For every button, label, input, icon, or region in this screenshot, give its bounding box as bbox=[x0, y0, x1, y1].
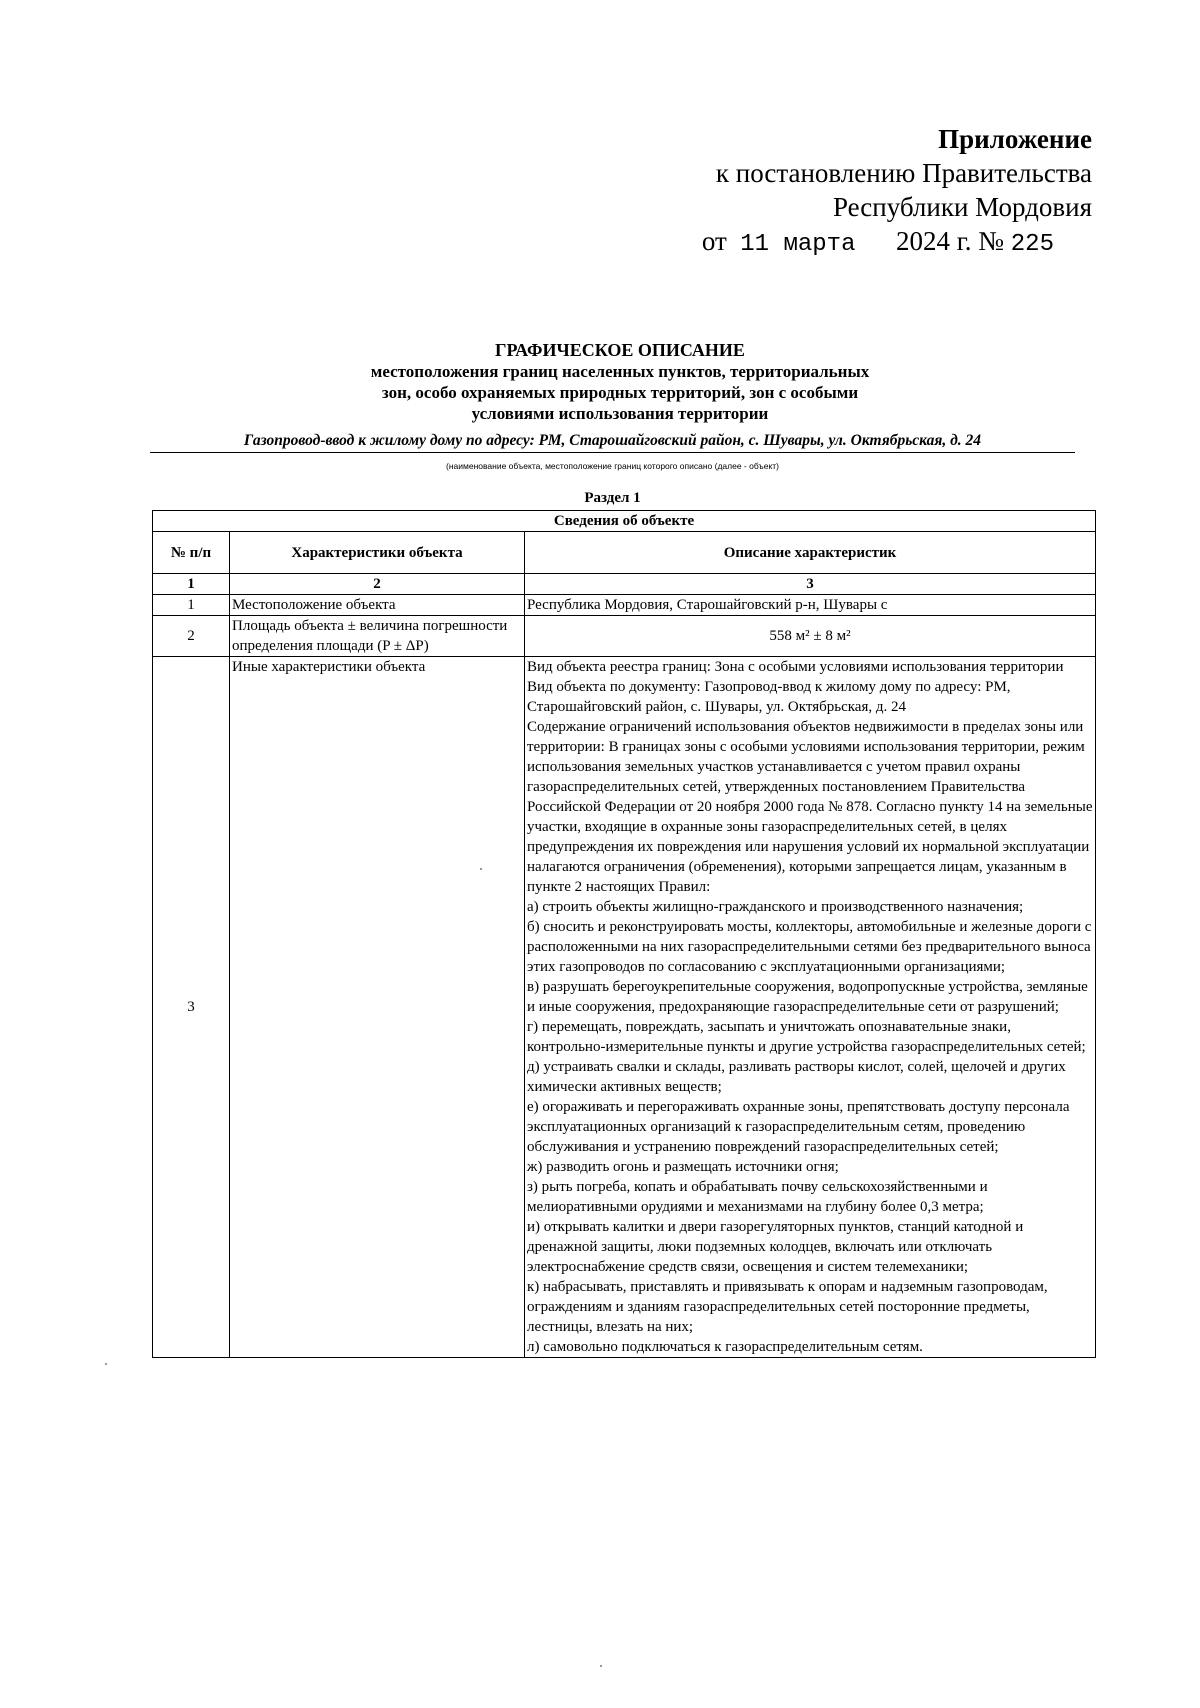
row-characteristic: Площадь объекта ± величина погрешности определения площади (P ± ΔP) bbox=[230, 616, 525, 657]
restriction-paragraph: г) перемещать, повреждать, засыпать и уничтожать опознавательные знаки, контрольно-измерительные пункты и другие устройства газораспределительных сетей; bbox=[527, 1019, 1086, 1055]
row-number: 1 bbox=[153, 595, 230, 616]
appendix-line-1: к постановлению Правительства bbox=[715, 158, 1092, 188]
restriction-paragraph: Содержание ограничений использования объектов недвижимости в пределах зоны или территории: В границах зоны с особыми условиями использования территории, режим использования земельных участков устанавливается с учетом правил охраны газораспределительных сетей, утвержденных постановлением Правительства Российской Федерации от 20 ноября 2000 года № 878. Согласно пункту 14 на земельные участки, входящие в охранные зоны газораспределительных сетей, в целях предупреждения их повреждения или нарушения условий их нормальной эксплуатации налагаются ограничения (обременения), которыми запрещается лицам, указанным в пункте 2 настоящих Правил: bbox=[527, 719, 1093, 895]
header-number: № п/п bbox=[153, 532, 230, 574]
table-caption: Сведения об объекте bbox=[153, 511, 1096, 532]
restriction-paragraph: ж) разводить огонь и размещать источники огня; bbox=[527, 1159, 839, 1175]
section-label: Раздел 1 bbox=[584, 490, 641, 506]
document-title-main: ГРАФИЧЕСКОЕ ОПИСАНИЕ bbox=[495, 340, 745, 360]
document-title-line-2: зон, особо охраняемых природных территорий, зон с особыми bbox=[381, 383, 859, 402]
table-header-row bbox=[153, 532, 1096, 574]
date-prefix: от bbox=[701, 226, 727, 256]
document-title-line-3: условиями использования территории bbox=[471, 404, 769, 423]
scan-speck bbox=[600, 1665, 602, 1667]
column-number-1: 1 bbox=[153, 574, 230, 595]
header-characteristic: Характеристики объекта bbox=[230, 532, 525, 574]
scan-speck bbox=[480, 868, 482, 870]
decree-number: 225 bbox=[1010, 231, 1054, 258]
document-title bbox=[140, 340, 1100, 424]
row-description: Республика Мордовия, Старошайговский р-н, Шувары с bbox=[525, 595, 1096, 616]
header-description: Описание характеристик bbox=[525, 532, 1096, 574]
restriction-paragraph: д) устраивать свалки и склады, разливать растворы кислот, солей, щелочей и других химически активных веществ; bbox=[527, 1059, 1066, 1095]
date-day: 11 марта bbox=[740, 231, 856, 258]
object-info-table bbox=[152, 510, 1096, 1358]
appendix-date bbox=[702, 224, 1054, 262]
column-number-3: 3 bbox=[525, 574, 1096, 595]
table-caption-row bbox=[153, 511, 1096, 532]
restriction-paragraph: в) разрушать берегоукрепительные сооружения, водопропускные устройства, земляные и иные сооружения, предохраняющие газораспределительные сети от разрушений; bbox=[527, 979, 1088, 1015]
restriction-paragraph: л) самовольно подключаться к газораспределительным сетям. bbox=[527, 1339, 923, 1355]
restriction-paragraph: и) открывать калитки и двери газорегуляторных пунктов, станций катодной и дренажной защиты, люки подземных колодцев, включать или отключать электроснабжение средств связи, освещения и систем телемеханики; bbox=[527, 1219, 1024, 1275]
document-title-line-1: местоположения границ населенных пунктов, территориальных bbox=[370, 362, 870, 381]
scan-speck bbox=[105, 1363, 107, 1365]
appendix-title: Приложение bbox=[938, 124, 1092, 154]
appendix-line-2: Республики Мордовия bbox=[832, 192, 1092, 222]
restriction-paragraph: а) строить объекты жилищно-гражданского и производственного назначения; bbox=[527, 899, 1024, 915]
row-description: 558 м² ± 8 м² bbox=[525, 616, 1096, 657]
restriction-paragraph: б) сносить и реконструировать мосты, коллекторы, автомобильные и железные дороги с расположенными на них газораспределительными сетями без предварительного выноса этих газопроводов по согласованию с эксплуатационными организациями; bbox=[527, 919, 1092, 975]
row-characteristic: Местоположение объекта bbox=[230, 595, 525, 616]
restriction-paragraph: Вид объекта реестра границ: Зона с особыми условиями использования территории bbox=[527, 659, 1064, 675]
object-name-hint: (наименование объекта, местоположение границ которого описано (далее - объект) bbox=[446, 461, 779, 471]
restriction-paragraph: к) набрасывать, приставлять и привязывать к опорам и надземным газопроводам, ограждениям и зданиям газораспределительных сетей посторонние предметы, лестницы, влезать на них; bbox=[527, 1279, 1048, 1335]
restriction-paragraph: е) огораживать и перегораживать охранные зоны, препятствовать доступу персонала эксплуатационных организаций к газораспределительным сетям, проведению обслуживания и устранению повреждений газораспределительных сетей; bbox=[527, 1099, 1070, 1155]
row-description-restrictions bbox=[525, 657, 1096, 1358]
table-row bbox=[153, 616, 1096, 657]
row-number: 3 bbox=[153, 657, 230, 1358]
column-number-2: 2 bbox=[230, 574, 525, 595]
table-row bbox=[153, 657, 1096, 1358]
object-name: Газопровод-ввод к жилому дому по адресу: РМ, Старошайговский район, с. Шувары, ул. Октябрьская, д. 24 bbox=[150, 432, 1075, 453]
row-characteristic: Иные характеристики объекта bbox=[230, 657, 525, 1358]
appendix-block bbox=[702, 122, 1092, 262]
restriction-paragraph: Вид объекта по документу: Газопровод-ввод к жилому дому по адресу: РМ, Старошайговский район, с. Шувары, ул. Октябрьская, д. 24 bbox=[527, 679, 1011, 715]
table-row bbox=[153, 595, 1096, 616]
row-number: 2 bbox=[153, 616, 230, 657]
restriction-paragraph: з) рыть погреба, копать и обрабатывать почву сельскохозяйственными и мелиоративными орудиями и механизмами на глубину более 0,3 метра; bbox=[527, 1179, 988, 1215]
table-column-numbers-row bbox=[153, 574, 1096, 595]
date-year: 2024 г. № bbox=[895, 226, 1005, 256]
